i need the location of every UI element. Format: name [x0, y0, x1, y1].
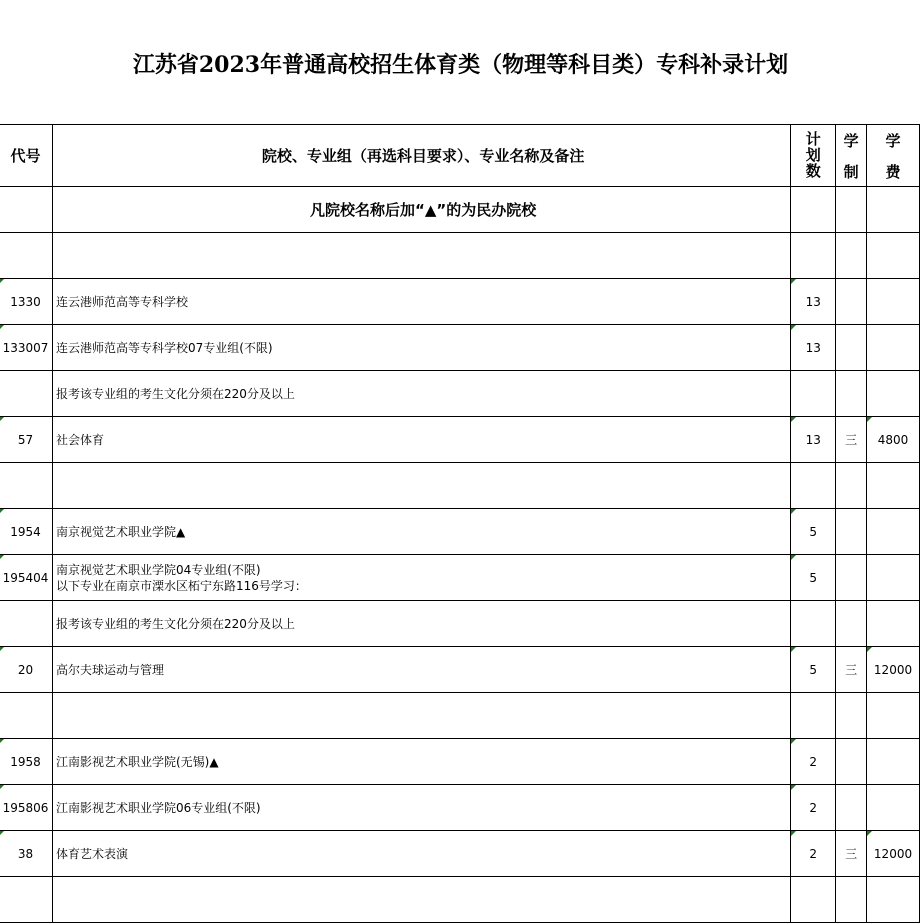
table-row: [0, 693, 920, 739]
cell-plan[interactable]: [791, 877, 836, 923]
table-row: [0, 417, 920, 463]
cell-plan[interactable]: 13: [791, 325, 836, 371]
cell-code[interactable]: 20: [0, 647, 52, 693]
cell-name[interactable]: [52, 693, 790, 739]
cell-plan[interactable]: 2: [791, 739, 836, 785]
cell-code[interactable]: 1954: [0, 509, 52, 555]
table-row: [0, 325, 920, 371]
cell-fee[interactable]: [867, 279, 920, 325]
cell-fee[interactable]: [867, 601, 920, 647]
cell-length[interactable]: [836, 187, 867, 233]
table-row: [0, 785, 920, 831]
notice-row: [0, 187, 920, 233]
cell-name-line: 以下专业在南京市溧水区柘宁东路116号学习：: [55, 578, 307, 593]
table-row: [0, 601, 920, 647]
cell-plan[interactable]: 13: [791, 417, 836, 463]
cell-name[interactable]: [52, 877, 790, 923]
header-code[interactable]: 代号: [0, 125, 52, 187]
cell-length[interactable]: [836, 509, 867, 555]
cell-name[interactable]: 体育艺术表演: [52, 831, 790, 877]
header-fee-char: 费: [885, 162, 901, 181]
cell-name[interactable]: [52, 555, 790, 601]
cell-fee[interactable]: 12000: [867, 831, 920, 877]
header-length[interactable]: [836, 125, 867, 187]
cell-plan[interactable]: [791, 693, 836, 739]
header-length-char: 学: [843, 131, 859, 150]
table-row: [0, 647, 920, 693]
cell-fee[interactable]: [867, 693, 920, 739]
cell-name-line: 南京视觉艺术职业学院04专业组(不限): [55, 562, 261, 577]
cell-code[interactable]: [0, 693, 52, 739]
header-plan[interactable]: [791, 125, 836, 187]
cell-name[interactable]: [52, 233, 790, 279]
table-row: [0, 371, 920, 417]
header-plan-char: 计: [805, 130, 821, 148]
cell-code[interactable]: 1958: [0, 739, 52, 785]
table-row: [0, 463, 920, 509]
header-plan-char: 数: [805, 162, 821, 180]
table-row: [0, 739, 920, 785]
cell-name[interactable]: 报考该专业组的考生文化分须在220分及以上: [52, 371, 790, 417]
cell-code[interactable]: [0, 463, 52, 509]
cell-fee[interactable]: [867, 187, 920, 233]
cell-code[interactable]: 38: [0, 831, 52, 877]
cell-length[interactable]: [836, 463, 867, 509]
cell-plan[interactable]: [791, 187, 836, 233]
cell-code[interactable]: [0, 233, 52, 279]
cell-length[interactable]: [836, 739, 867, 785]
cell-name[interactable]: 南京视觉艺术职业学院▲: [52, 509, 790, 555]
cell-code[interactable]: 1330: [0, 279, 52, 325]
cell-name[interactable]: 连云港师范高等专科学校07专业组(不限): [52, 325, 790, 371]
cell-plan[interactable]: [791, 463, 836, 509]
table-row: [0, 233, 920, 279]
cell-fee[interactable]: [867, 463, 920, 509]
cell-name[interactable]: 报考该专业组的考生文化分须在220分及以上: [52, 601, 790, 647]
cell-fee[interactable]: [867, 877, 920, 923]
cell-plan[interactable]: 5: [791, 647, 836, 693]
header-fee-char: 学: [885, 131, 901, 150]
cell-plan[interactable]: 5: [791, 555, 836, 601]
cell-length[interactable]: [836, 233, 867, 279]
cell-name[interactable]: 连云港师范高等专科学校: [52, 279, 790, 325]
table-header-row: [0, 125, 920, 187]
cell-code[interactable]: [0, 371, 52, 417]
table-row: [0, 279, 920, 325]
cell-fee[interactable]: [867, 555, 920, 601]
cell-plan[interactable]: [791, 601, 836, 647]
cell-length[interactable]: 三: [836, 417, 867, 463]
cell-fee[interactable]: [867, 371, 920, 417]
cell-code[interactable]: 133007: [0, 325, 52, 371]
cell-code[interactable]: 195806: [0, 785, 52, 831]
cell-plan[interactable]: [791, 233, 836, 279]
table-row: [0, 877, 920, 923]
cell-fee[interactable]: [867, 233, 920, 279]
cell-length[interactable]: [836, 325, 867, 371]
cell-length[interactable]: [836, 279, 867, 325]
cell-plan[interactable]: 13: [791, 279, 836, 325]
enrollment-plan-table: [0, 124, 920, 923]
cell-length[interactable]: [836, 371, 867, 417]
cell-fee[interactable]: [867, 785, 920, 831]
table-row: [0, 555, 920, 601]
cell-plan[interactable]: 5: [791, 509, 836, 555]
cell-length[interactable]: [836, 693, 867, 739]
header-plan-char: 划: [805, 146, 821, 164]
cell-code[interactable]: [0, 187, 52, 233]
table-row: [0, 509, 920, 555]
cell-length[interactable]: [836, 877, 867, 923]
cell-length[interactable]: 三: [836, 647, 867, 693]
cell-length[interactable]: [836, 555, 867, 601]
header-length-char: 制: [843, 162, 859, 181]
cell-plan[interactable]: 2: [791, 831, 836, 877]
cell-code[interactable]: [0, 877, 52, 923]
header-name[interactable]: 院校、专业组（再选科目要求）、专业名称及备注: [52, 125, 790, 187]
cell-code[interactable]: 57: [0, 417, 52, 463]
cell-plan[interactable]: [791, 371, 836, 417]
cell-length[interactable]: [836, 785, 867, 831]
cell-name[interactable]: 江南影视艺术职业学院06专业组(不限): [52, 785, 790, 831]
cell-name[interactable]: 高尔夫球运动与管理: [52, 647, 790, 693]
cell-fee[interactable]: [867, 509, 920, 555]
cell-fee[interactable]: [867, 739, 920, 785]
table-row: [0, 831, 920, 877]
cell-name[interactable]: [52, 463, 790, 509]
cell-length[interactable]: [836, 601, 867, 647]
cell-plan[interactable]: 2: [791, 785, 836, 831]
cell-fee[interactable]: 12000: [867, 647, 920, 693]
private-school-notice[interactable]: 凡院校名称后加“▲”的为民办院校: [52, 187, 790, 233]
cell-code[interactable]: 195404: [0, 555, 52, 601]
cell-fee[interactable]: 4800: [867, 417, 920, 463]
cell-code[interactable]: [0, 601, 52, 647]
cell-fee[interactable]: [867, 325, 920, 371]
header-fee[interactable]: [867, 125, 920, 187]
cell-name[interactable]: 江南影视艺术职业学院(无锡)▲: [52, 739, 790, 785]
cell-length[interactable]: 三: [836, 831, 867, 877]
cell-name[interactable]: 社会体育: [52, 417, 790, 463]
page-title: 江苏省2023年普通高校招生体育类（物理等科目类）专科补录计划: [132, 52, 789, 78]
